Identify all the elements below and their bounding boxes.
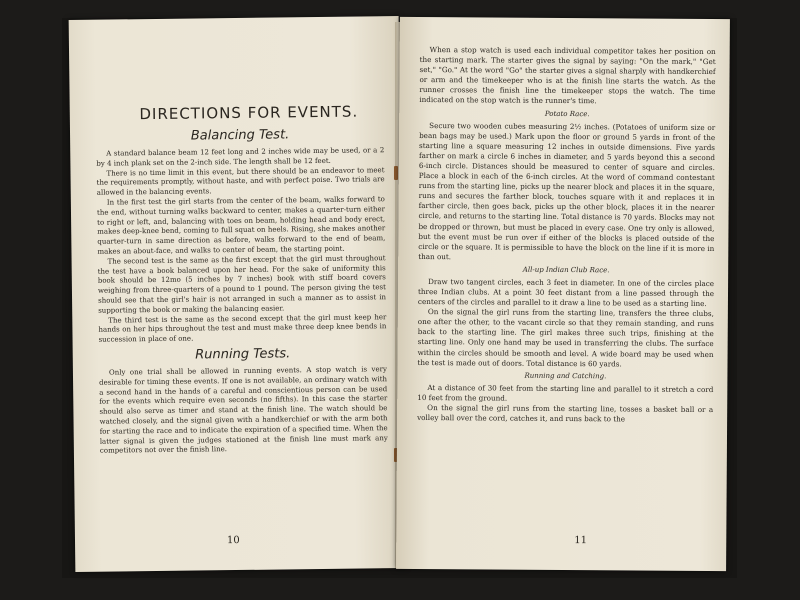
- section-title-running-catching: Running and Catching.: [524, 371, 607, 381]
- paragraph: The second test is the same as the first except that the girl must throughout the test have a book balanced upon her head. For the sake of uniformity this book should be 12mo (5 inches by 7 inches) book with stiff board covers weighing from three-quarters of a pound to 1 pound. The person giving the test should see that the girl's hair is not arranged in such a manner as to assist in supporting the book or making the balancing easier.: [97, 253, 387, 315]
- paragraph: On the signal the girl runs from the starting line, tosses a basket ball or a volley ball over the cord, catches it, and runs back to the: [417, 402, 714, 424]
- paragraph: A standard balance beam 12 feet long and 2 inches wide may be used, or a 2 by 4 inch plank set on the 2-inch side. The length shall be 12 feet.: [96, 146, 385, 168]
- right-page: [396, 17, 730, 571]
- paragraph: In the first test the girl starts from the center of the beam, walks forward to the end, without turning walks backward to center, makes a quarter-turn either to right or left, and, balancing with toes on beam, holding head and body erect, makes deep-knee bend, coming to full squat on heels. Rising, she makes another quarter-turn in same direction as before, walks forward to the end of beam, makes an about-face, and walks to center of beam, the starting point.: [96, 195, 386, 256]
- staple-top: [394, 166, 398, 180]
- paragraph: The third test is the same as the second except that the girl must keep her hands on her hips throughout the test and must make three deep knee bends in succession in place of one.: [98, 312, 387, 344]
- section-title-potato-race: Potato Race.: [544, 109, 590, 118]
- left-page: [69, 16, 406, 572]
- paragraph: Only one trial shall be allowed in running events. A stop watch is very desirable for timing these events. If one is not available, an ordinary watch with a second hand in the hands of a careful and conscientious person can be used for the events which require even seconds (no fifths). In this case the starter should also serve as timer and stand at the finish line. The watch should be watched closely, and the signal given with a handkerchief or with the arm both for starting the race and to indicate the expiration of a specified time. When the latter signal is given the judges stationed at the finish line must mark any competitors not over the finish line.: [99, 365, 388, 455]
- section-title-balancing: Balancing Test.: [190, 127, 290, 144]
- page-heading: DIRECTIONS FOR EVENTS.: [139, 102, 359, 124]
- section-title-indian-club-race: All-up Indian Club Race.: [522, 265, 610, 275]
- open-booklet: [62, 18, 737, 578]
- page-number-left: 10: [226, 534, 240, 547]
- paragraph: Secure two wooden cubes measuring 2½ inches. (Potatoes of uniform size or bean bags may be used.) Mark upon the floor or ground 5 yards in front of the starting line a square measuring 12 inches in outside dimensions. Five yards farther on mark a circle 6 inches in diameter, and 5 yards beyond this a second 6-inch circle. Distances should be measured to center of square and circles. Place a block in each of the 6-inch circles. At the word of command contestant runs from the starting line, picks up the nearer block and places it in the square, runs and secures the farther block, touches square with it and replaces it in farther circle, then goes back, picks up the other block, places it in the nearer circle, and returns to the starting line. Total distance is 70 yards. Blocks may not be dropped or thrown, but must be placed in every case. One try only is allowed, but the event must be run over if either of the blocks is placed outside of the circle or the square. It is permissible to have the block on the line if it is more in than out.: [418, 120, 716, 261]
- paragraph: Draw two tangent circles, each 3 feet in diameter. In one of the circles place three Indian clubs. At a point 30 feet distant from a line passed through the centers of the circles and parallel to it draw a line to be used as a starting line.: [417, 276, 715, 309]
- section-title-running: Running Tests.: [195, 346, 291, 363]
- paragraph: At a distance of 30 feet from the starting line and parallel to it stretch a cord 10 feet from the ground.: [417, 382, 714, 403]
- page-number-right: 11: [574, 535, 588, 547]
- paragraph: There is no time limit in this event, but there should be an endeavor to meet the requirements promptly, without haste, and with perfect poise. Two trials are allowed in the balancing events.: [96, 165, 385, 197]
- paragraph: When a stop watch is used each individual competitor takes her position on the starting mark. The starter gives the signal by saying: "On the mark," "Get set," "Go." At the word "Go" the starter gives a signal sharply with handkerchief or arm and the timekeeper who is at the finish line starts the watch. As the runner crosses the finish line the timekeeper stops the watch. The time indicated on the stop watch is the runner's time.: [419, 45, 716, 106]
- paragraph: On the signal the girl runs from the starting line, transfers the three clubs, one after the other, to the vacant circle so that they remain standing, and runs back to the starting line. The girl makes three such trips, finishing at the starting line. Only one hand may be used in transferring the clubs. The surface within the circles should be smooth and level. A wide board may be used when the test is made out of doors. Total distance is 60 yards.: [417, 307, 714, 369]
